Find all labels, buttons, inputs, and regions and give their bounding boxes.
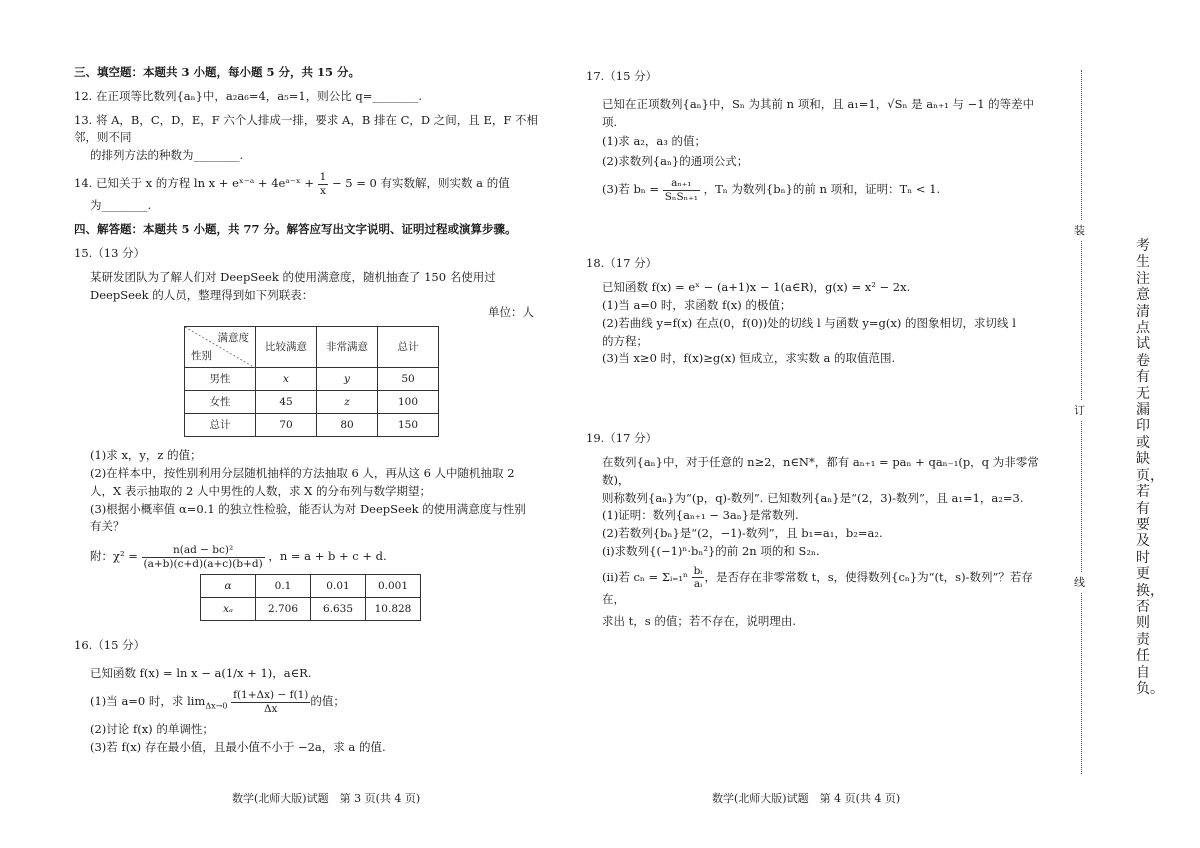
question-16-part1: (1)当 a=0 时，求 $\lim_{\Delta x\to 0}$ $\frac{f(1+\Delta x) - f(1)}{\Delta x}$ 的值； [90,689,345,715]
question-15-part3-line2: 有关？ [90,519,125,534]
table-cell: 2.706 [256,598,311,621]
question-12: 12. 在正项等比数列{aₙ}中，a₂a₆=4，a₅=1，则公比 q=________. [74,88,423,103]
table-cell: 男性 [185,368,256,391]
diagonal-header-cell [185,327,256,368]
table-cell: 10.828 [366,598,421,621]
binding-char-ding: 订 [1074,400,1085,420]
table-row [185,391,439,414]
question-19-part1: (1)证明：数列{aₙ₊₁ − 3aₙ}是常数列. [602,508,799,523]
question-17-label: 17.（15 分） [586,69,658,83]
question-13-line2: 的排列方法的种数为________. [90,148,244,163]
section3-heading: 三、填空题：本题共 3 小题，每小题 5 分，共 15 分。 [74,65,361,79]
limit-fraction: $\frac{f(1+\Delta x) - f(1)}{\Delta x}$ [233,689,309,715]
table-row [185,368,439,391]
binding-line [1081,70,1082,774]
question-19-label: 19.（17 分） [586,431,658,446]
footer-right: 数学(北师大版)试题 第 4 页(共 4 页) [712,792,901,805]
table-cell: 45 [256,391,317,414]
question-19-part2-ii: (ⅱ)若 cₙ = Σᵢ₌₁ⁿ $\frac{\text{bᵢ}}{\text{aᵢ}}$ ，是否存在非零常数 t，s，使得数列{cₙ}为“(t，s)-数列”？若存在， [602,564,1033,606]
sum-fraction: $\frac{\text{bᵢ}}{\text{aᵢ}}$ [693,564,703,591]
question-16-part3: (3)若 f(x) 存在最小值，且最小值不小于 −2a，求 a 的值. [90,740,386,754]
binding-char-zhuang: 装 [1074,220,1085,240]
question-19-line1: 在数列{aₙ}中，对于任意的 n≥2，n∈N*，都有 aₙ₊₁ = paₙ + qaₙ₋₁(p，q 为非零常数)， [602,454,1039,487]
question-19-line2: 则称数列{aₙ}为“(p，q)-数列”. 已知数列{aₙ}是“(2，3)-数列”，且 a₁=1，a₂=3. [602,490,1024,505]
table-cell: 70 [256,414,317,437]
question-18-part2-line1: (2)若曲线 y=f(x) 在点(0，f(0))处的切线 l 与函数 y=g(x) 的图象相切，求切线 l [602,315,1016,330]
table-cell: y [317,368,378,391]
question-18-label: 18.（17 分） [586,256,658,271]
question-15-part3-line1: (3)根据小概率值 α=0.1 的独立性检验，能否认为对 DeepSeek 的使用满意度与性别 [90,501,526,516]
table-cell: 100 [378,391,439,414]
table-cell: z [317,391,378,414]
question-16-label: 16.（15 分） [74,638,146,653]
question-16-intro: 已知函数 f(x) = ln x − a(1/x + 1)，a∈R. [90,666,312,681]
table-header: 总计 [378,327,439,368]
question-15-part2-line1: (2)在样本中，按性别利用分层随机抽样的方法抽取 6 人，再从这 6 人中随机抽取 2 [90,465,515,480]
right-page [586,68,1048,637]
table-cell: 0.1 [256,575,311,598]
question-14-line2: 为________. [90,198,152,213]
question-17-part2: (2)求数列{aₙ}的通项公式； [602,154,749,169]
diag-top-label: 满意度 [217,332,249,345]
question-17-intro: 已知在正项数列{aₙ}中，Sₙ 为其前 n 项和，且 a₁=1，√Sₙ 是 aₙ₊₁ 与 −1 的等差中项. [602,96,1035,129]
question-19-part2: (2)若数列{bₙ}是“(2，−1)-数列”，且 b₁=a₁，b₂=a₂. [602,526,883,541]
table-unit: 单位：人 [488,305,534,320]
diag-bottom-label: 性别 [191,349,212,362]
table-cell: 80 [317,414,378,437]
question-18-part2-line2: 的方程； [602,333,648,348]
left-page [74,64,544,757]
table-cell: 50 [378,368,439,391]
q14-fraction: $\frac{1}{x}$ [319,171,327,197]
table-row [201,598,421,621]
question-19-part2-i: (ⅰ)求数列{(−1)ⁿ·bₙ²}的前 2n 项的和 S₂ₙ. [602,544,820,558]
table-cell: 6.635 [311,598,366,621]
table-header: 非常满意 [317,327,378,368]
question-14-line1: 14. 已知关于 x 的方程 ln x + eˣ⁻ᵃ + 4eᵃ⁻ˣ + $\frac{1}{x}$ − 5 = 0 有实数解，则实数 a 的值 [74,171,510,197]
candidate-notice: 考生注意清点试卷有无漏印或缺页，若有要及时更换，否则责任自负。 [1136,238,1164,697]
critical-value-table [200,574,421,621]
bn-fraction: $\frac{\text{aₙ₊₁}}{\text{SₙSₙ₊₁}}$ [664,177,698,203]
footer-left: 数学(北师大版)试题 第 3 页(共 4 页) [232,792,421,805]
question-15-part2-line2: 人，X 表示抽取的 2 人中男性的人数，求 X 的分布列与数学期望； [90,483,431,498]
contingency-table [184,326,439,437]
question-17-part3: (3)若 bₙ = $\frac{\text{aₙ₊₁}}{\text{SₙSₙ₊₁}}$ ，Tₙ 为数列{bₙ}的前 n 项和，证明：Tₙ < 1. [602,177,941,203]
table-cell: α [201,575,256,598]
question-15-part1: (1)求 x，y，z 的值； [90,448,202,463]
question-15-intro-1: 某研发团队为了解人们对 DeepSeek 的使用满意度，随机抽查了 150 名使用过 [90,269,496,284]
question-16-part2: (2)讨论 f(x) 的单调性； [90,722,214,737]
table-cell: 0.01 [311,575,366,598]
table-cell: 150 [378,414,439,437]
question-18-part1: (1)当 a=0 时，求函数 f(x) 的极值； [602,297,792,312]
table-cell: 0.001 [366,575,421,598]
chi-square-fraction: $\frac{\text{n(ad − bc)²}}{(a+b)(c+d)(a+c)(b+d)}$ [143,544,263,570]
question-19-part2-ii-line2: 求出 t，s 的值；若不存在，说明理由. [602,613,796,628]
table-cell: xₐ [201,598,256,621]
table-row [185,327,439,368]
question-13-line1: 13. 将 A，B，C，D，E，F 六个人排成一排，要求 A，B 排在 C，D 之间，且 E，F 不相邻，则不同 [74,112,538,145]
question-15-intro-2: DeepSeek 的人员，整理得到如下列联表： [90,287,314,302]
table-cell: 总计 [185,414,256,437]
question-17-part1: (1)求 a₂，a₃ 的值； [602,134,707,149]
table-cell: x [256,368,317,391]
section4-heading: 四、解答题：本题共 5 小题，共 77 分。解答应写出文字说明、证明过程或演算步骤。 [74,222,517,237]
table-cell: 女性 [185,391,256,414]
question-18-intro: 已知函数 f(x) = eˣ − (a+1)x − 1(a∈R)，g(x) = x² − 2x. [602,280,911,295]
chi-square-formula: 附：χ² = $\frac{\text{n(ad − bc)²}}{(a+b)(c+d)(a+c)(b+d)}$ ，n = a + b + c + d. [90,544,387,570]
question-18-part3: (3)当 x≥0 时，f(x)≥g(x) 恒成立，求实数 a 的取值范围. [602,351,896,366]
table-row [201,575,421,598]
binding-char-xian: 线 [1074,572,1085,592]
table-header: 比较满意 [256,327,317,368]
question-15-label: 15.（13 分） [74,245,146,260]
table-row [185,414,439,437]
